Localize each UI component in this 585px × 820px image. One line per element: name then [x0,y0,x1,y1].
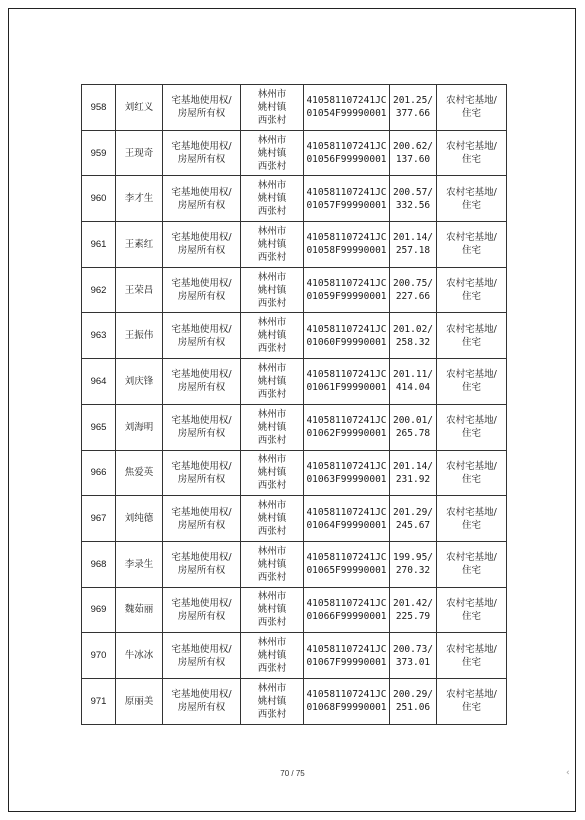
location-cell [241,176,304,222]
area-cell-line: 200.57/ [392,186,434,198]
right-type-cell-line: 宅基地使用权/ [171,278,232,290]
scan-corner-mark: ‹ [566,768,570,778]
table-row [82,496,507,542]
usage-cell [437,359,507,405]
usage-cell-line: 农村宅基地/ [446,95,497,107]
right-type-cell-line: 宅基地使用权/ [171,460,232,472]
usage-cell [437,130,507,176]
unit-code-cell [304,541,390,587]
unit-code-cell-line: 01062F99990001 [306,428,387,440]
location-cell-line: 林州市 [257,362,287,374]
usage-cell-line: 住宅 [461,428,481,440]
right-type-cell [163,176,241,222]
right-type-cell [163,587,241,633]
usage-cell [437,313,507,359]
usage-cell [437,404,507,450]
right-type-cell-line: 房屋所有权 [177,702,226,714]
usage-cell-line: 农村宅基地/ [446,552,497,564]
usage-cell-line: 住宅 [461,336,481,348]
location-cell-line: 姚村镇 [257,604,287,616]
unit-code-cell-line: 01056F99990001 [306,154,387,166]
location-cell-line: 西张村 [257,708,287,720]
area-cell-line: 258.32 [395,336,431,348]
location-cell-line: 姚村镇 [257,467,287,479]
location-cell [241,267,304,313]
location-cell-line: 姚村镇 [257,147,287,159]
location-cell-line: 林州市 [257,225,287,237]
location-cell-line: 姚村镇 [257,650,287,662]
usage-cell-line: 住宅 [461,291,481,303]
unit-code-cell [304,359,390,405]
location-cell [241,633,304,679]
row-number-cell: 958 [82,85,116,131]
owner-name-cell: 魏茹丽 [116,587,163,633]
unit-code-cell-line: 410581107241JC [306,415,387,427]
row-number-cell: 961 [82,222,116,268]
right-type-cell-line: 房屋所有权 [177,565,226,577]
usage-cell-line: 农村宅基地/ [446,323,497,335]
usage-cell-line: 住宅 [461,199,481,211]
usage-cell-line: 农村宅基地/ [446,506,497,518]
usage-cell-line: 农村宅基地/ [446,232,497,244]
usage-cell-line: 农村宅基地/ [446,278,497,290]
right-type-cell [163,313,241,359]
unit-code-cell-line: 410581107241JC [306,506,387,518]
right-type-cell-line: 宅基地使用权/ [171,186,232,198]
usage-cell [437,222,507,268]
location-cell-line: 林州市 [257,682,287,694]
location-cell [241,313,304,359]
unit-code-cell [304,450,390,496]
location-cell-line: 姚村镇 [257,421,287,433]
area-cell [390,176,437,222]
location-cell-line: 林州市 [257,134,287,146]
unit-code-cell-line: 01059F99990001 [306,291,387,303]
location-cell-line: 西张村 [257,434,287,446]
area-cell-line: 200.29/ [392,689,434,701]
location-cell [241,130,304,176]
usage-cell-line: 农村宅基地/ [446,141,497,153]
area-cell-line: 231.92 [395,473,431,485]
usage-cell-line: 农村宅基地/ [446,186,497,198]
right-type-cell-line: 宅基地使用权/ [171,552,232,564]
area-cell-line: 227.66 [395,291,431,303]
records-table-body [82,85,507,725]
unit-code-cell [304,633,390,679]
unit-code-cell-line: 410581107241JC [306,643,387,655]
location-cell-line: 西张村 [257,343,287,355]
unit-code-cell [304,267,390,313]
location-cell-line: 姚村镇 [257,558,287,570]
right-type-cell-line: 宅基地使用权/ [171,643,232,655]
usage-cell-line: 住宅 [461,108,481,120]
unit-code-cell-line: 01068F99990001 [306,702,387,714]
right-type-cell-line: 宅基地使用权/ [171,369,232,381]
location-cell [241,541,304,587]
unit-code-cell-line: 410581107241JC [306,141,387,153]
area-cell [390,313,437,359]
area-cell-line: 270.32 [395,565,431,577]
location-cell-line: 姚村镇 [257,238,287,250]
area-cell-line: 137.60 [395,154,431,166]
location-cell [241,450,304,496]
area-cell-line: 251.06 [395,702,431,714]
area-cell-line: 201.14/ [392,232,434,244]
usage-cell-line: 农村宅基地/ [446,689,497,701]
table-row [82,678,507,724]
unit-code-cell-line: 410581107241JC [306,552,387,564]
area-cell-line: 201.14/ [392,460,434,472]
unit-code-cell-line: 410581107241JC [306,369,387,381]
right-type-cell-line: 宅基地使用权/ [171,597,232,609]
unit-code-cell-line: 01061F99990001 [306,382,387,394]
location-cell-line: 西张村 [257,206,287,218]
owner-name-cell: 刘纯德 [116,496,163,542]
row-number-cell: 960 [82,176,116,222]
owner-name-cell: 王现奇 [116,130,163,176]
table-row [82,587,507,633]
unit-code-cell-line: 01063F99990001 [306,473,387,485]
location-cell-line: 姚村镇 [257,193,287,205]
area-cell [390,450,437,496]
location-cell [241,85,304,131]
unit-code-cell-line: 01060F99990001 [306,336,387,348]
unit-code-cell [304,587,390,633]
right-type-cell-line: 宅基地使用权/ [171,232,232,244]
location-cell-line: 林州市 [257,545,287,557]
location-cell-line: 西张村 [257,388,287,400]
right-type-cell-line: 房屋所有权 [177,291,226,303]
unit-code-cell-line: 410581107241JC [306,95,387,107]
usage-cell-line: 农村宅基地/ [446,597,497,609]
area-cell-line: 199.95/ [392,552,434,564]
table-row [82,267,507,313]
location-cell-line: 姚村镇 [257,375,287,387]
location-cell [241,678,304,724]
right-type-cell [163,359,241,405]
right-type-cell [163,496,241,542]
right-type-cell-line: 房屋所有权 [177,199,226,211]
unit-code-cell-line: 410581107241JC [306,460,387,472]
row-number-cell: 970 [82,633,116,679]
area-cell-line: 332.56 [395,199,431,211]
area-cell-line: 414.04 [395,382,431,394]
right-type-cell-line: 宅基地使用权/ [171,141,232,153]
location-cell-line: 西张村 [257,114,287,126]
unit-code-cell-line: 01058F99990001 [306,245,387,257]
owner-name-cell: 王荣昌 [116,267,163,313]
usage-cell [437,176,507,222]
usage-cell [437,587,507,633]
owner-name-cell: 焦爱英 [116,450,163,496]
unit-code-cell-line: 410581107241JC [306,232,387,244]
location-cell [241,587,304,633]
row-number-cell: 968 [82,541,116,587]
right-type-cell-line: 宅基地使用权/ [171,506,232,518]
unit-code-cell [304,404,390,450]
table-row [82,450,507,496]
location-cell-line: 姚村镇 [257,513,287,525]
unit-code-cell-line: 410581107241JC [306,186,387,198]
location-cell-line: 姚村镇 [257,101,287,113]
area-cell-line: 201.11/ [392,369,434,381]
location-cell-line: 林州市 [257,500,287,512]
owner-name-cell: 李录生 [116,541,163,587]
usage-cell-line: 住宅 [461,565,481,577]
area-cell [390,130,437,176]
owner-name-cell: 原丽美 [116,678,163,724]
right-type-cell-line: 房屋所有权 [177,336,226,348]
right-type-cell [163,541,241,587]
usage-cell [437,633,507,679]
unit-code-cell-line: 01064F99990001 [306,519,387,531]
table-row [82,222,507,268]
table-row [82,85,507,131]
records-table [81,84,507,725]
right-type-cell [163,404,241,450]
row-number-cell: 967 [82,496,116,542]
location-cell [241,222,304,268]
unit-code-cell [304,222,390,268]
area-cell [390,541,437,587]
area-cell [390,633,437,679]
right-type-cell [163,130,241,176]
unit-code-cell [304,130,390,176]
area-cell-line: 200.62/ [392,141,434,153]
owner-name-cell: 刘红义 [116,85,163,131]
usage-cell-line: 住宅 [461,610,481,622]
usage-cell-line: 住宅 [461,519,481,531]
table-row [82,176,507,222]
unit-code-cell-line: 410581107241JC [306,689,387,701]
right-type-cell-line: 房屋所有权 [177,108,226,120]
location-cell-line: 林州市 [257,180,287,192]
unit-code-cell-line: 01065F99990001 [306,565,387,577]
usage-cell [437,450,507,496]
location-cell [241,359,304,405]
right-type-cell [163,222,241,268]
table-row [82,130,507,176]
right-type-cell [163,678,241,724]
table-row [82,404,507,450]
right-type-cell [163,85,241,131]
owner-name-cell: 王振伟 [116,313,163,359]
unit-code-cell [304,85,390,131]
location-cell-line: 林州市 [257,454,287,466]
right-type-cell-line: 房屋所有权 [177,656,226,668]
owner-name-cell: 王素红 [116,222,163,268]
right-type-cell-line: 宅基地使用权/ [171,95,232,107]
area-cell-line: 201.02/ [392,323,434,335]
unit-code-cell [304,176,390,222]
location-cell-line: 林州市 [257,408,287,420]
row-number-cell: 965 [82,404,116,450]
location-cell-line: 西张村 [257,571,287,583]
location-cell-line: 姚村镇 [257,695,287,707]
right-type-cell [163,267,241,313]
location-cell-line: 林州市 [257,271,287,283]
row-number-cell: 964 [82,359,116,405]
right-type-cell-line: 宅基地使用权/ [171,323,232,335]
usage-cell-line: 住宅 [461,473,481,485]
owner-name-cell: 刘庆锋 [116,359,163,405]
location-cell-line: 姚村镇 [257,330,287,342]
unit-code-cell [304,496,390,542]
area-cell [390,496,437,542]
unit-code-cell-line: 410581107241JC [306,323,387,335]
unit-code-cell-line: 410581107241JC [306,597,387,609]
table-row [82,359,507,405]
area-cell-line: 200.01/ [392,415,434,427]
unit-code-cell-line: 01067F99990001 [306,656,387,668]
unit-code-cell [304,678,390,724]
usage-cell-line: 住宅 [461,382,481,394]
area-cell-line: 245.67 [395,519,431,531]
right-type-cell [163,450,241,496]
row-number-cell: 966 [82,450,116,496]
unit-code-cell [304,313,390,359]
location-cell [241,496,304,542]
location-cell-line: 姚村镇 [257,284,287,296]
area-cell [390,359,437,405]
location-cell-line: 西张村 [257,160,287,172]
right-type-cell-line: 房屋所有权 [177,519,226,531]
table-row [82,313,507,359]
right-type-cell-line: 房屋所有权 [177,610,226,622]
usage-cell-line: 农村宅基地/ [446,460,497,472]
usage-cell [437,678,507,724]
right-type-cell-line: 房屋所有权 [177,428,226,440]
location-cell-line: 西张村 [257,526,287,538]
usage-cell-line: 住宅 [461,702,481,714]
area-cell [390,678,437,724]
location-cell-line: 西张村 [257,480,287,492]
usage-cell-line: 住宅 [461,245,481,257]
right-type-cell-line: 宅基地使用权/ [171,689,232,701]
area-cell-line: 201.29/ [392,506,434,518]
row-number-cell: 971 [82,678,116,724]
right-type-cell-line: 房屋所有权 [177,154,226,166]
area-cell-line: 201.25/ [392,95,434,107]
area-cell-line: 257.18 [395,245,431,257]
right-type-cell-line: 房屋所有权 [177,382,226,394]
location-cell [241,404,304,450]
owner-name-cell: 刘海明 [116,404,163,450]
area-cell [390,85,437,131]
area-cell-line: 225.79 [395,610,431,622]
unit-code-cell-line: 01057F99990001 [306,199,387,211]
right-type-cell-line: 房屋所有权 [177,473,226,485]
table-row [82,541,507,587]
row-number-cell: 959 [82,130,116,176]
usage-cell [437,85,507,131]
area-cell-line: 265.78 [395,428,431,440]
area-cell-line: 201.42/ [392,597,434,609]
location-cell-line: 林州市 [257,637,287,649]
usage-cell [437,496,507,542]
usage-cell-line: 农村宅基地/ [446,643,497,655]
location-cell-line: 林州市 [257,591,287,603]
usage-cell-line: 农村宅基地/ [446,415,497,427]
location-cell-line: 西张村 [257,663,287,675]
location-cell-line: 西张村 [257,251,287,263]
table-row [82,633,507,679]
owner-name-cell: 牛冰冰 [116,633,163,679]
usage-cell [437,267,507,313]
area-cell-line: 373.01 [395,656,431,668]
unit-code-cell-line: 410581107241JC [306,278,387,290]
owner-name-cell: 李才生 [116,176,163,222]
unit-code-cell-line: 01054F99990001 [306,108,387,120]
area-cell [390,587,437,633]
area-cell [390,404,437,450]
location-cell-line: 林州市 [257,88,287,100]
location-cell-line: 西张村 [257,297,287,309]
usage-cell-line: 住宅 [461,154,481,166]
area-cell-line: 200.75/ [392,278,434,290]
row-number-cell: 963 [82,313,116,359]
row-number-cell: 962 [82,267,116,313]
area-cell-line: 377.66 [395,108,431,120]
usage-cell-line: 农村宅基地/ [446,369,497,381]
usage-cell [437,541,507,587]
right-type-cell-line: 宅基地使用权/ [171,415,232,427]
area-cell-line: 200.73/ [392,643,434,655]
location-cell-line: 林州市 [257,317,287,329]
row-number-cell: 969 [82,587,116,633]
unit-code-cell-line: 01066F99990001 [306,610,387,622]
right-type-cell [163,633,241,679]
area-cell [390,267,437,313]
right-type-cell-line: 房屋所有权 [177,245,226,257]
location-cell-line: 西张村 [257,617,287,629]
usage-cell-line: 住宅 [461,656,481,668]
area-cell [390,222,437,268]
page-number: 70 / 75 [280,769,305,778]
